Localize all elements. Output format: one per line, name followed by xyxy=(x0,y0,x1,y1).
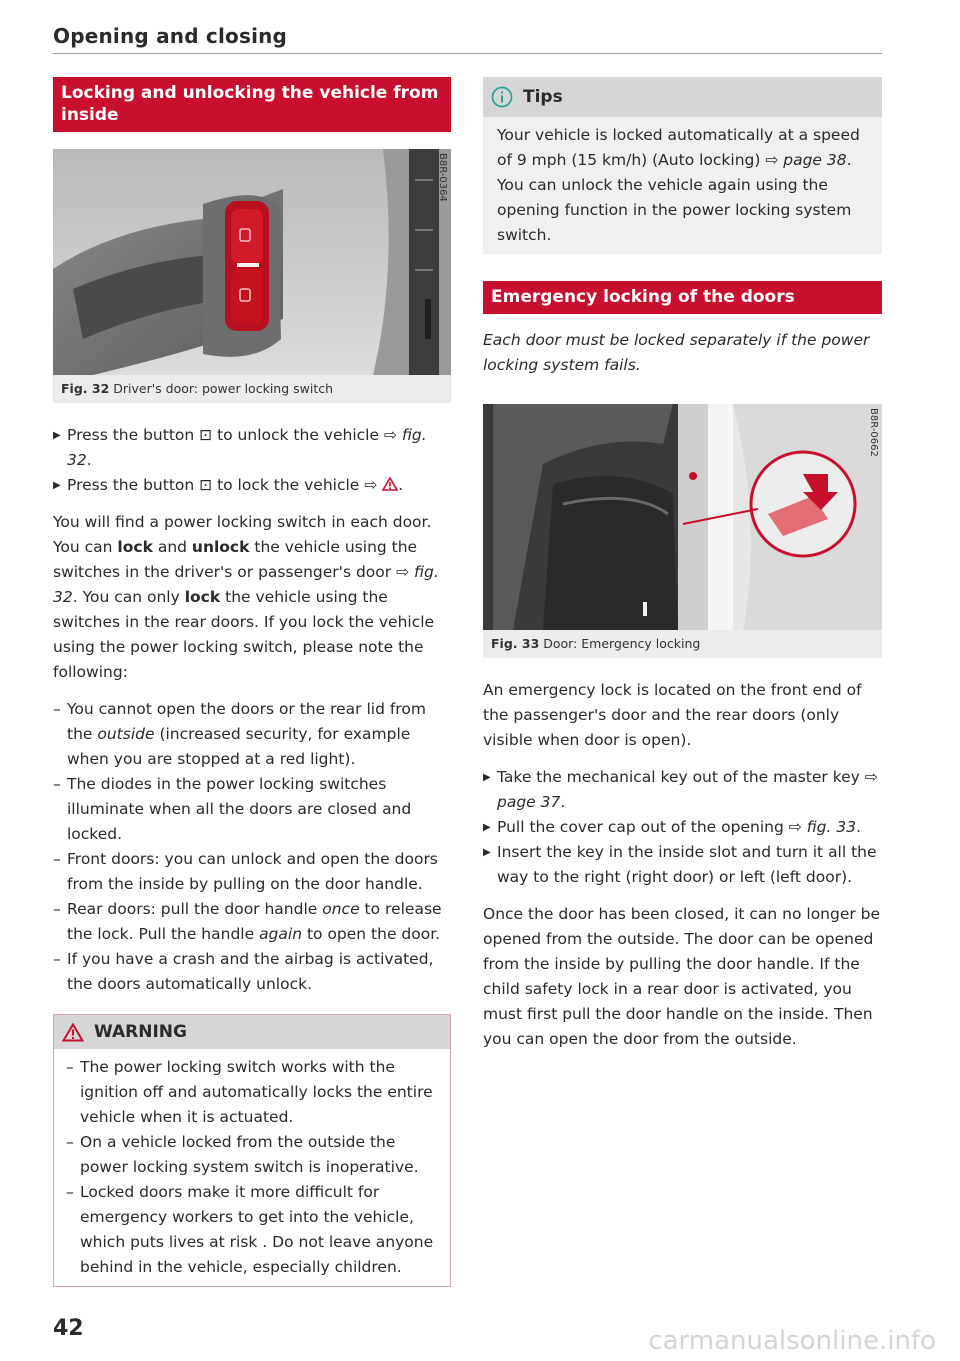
warning-header xyxy=(54,1015,450,1049)
section-title-locking: Locking and unlocking the vehicle from inside xyxy=(53,77,451,132)
figure-33-label: Fig. 33 xyxy=(491,636,540,651)
tips-title: Tips xyxy=(523,87,563,107)
bullet-text: to lock the vehicle xyxy=(212,476,365,494)
figure-33 xyxy=(483,404,882,658)
list-item: – You cannot open the doors or the rear lid from the outside (increased security, for example when you are stopped at a red light). xyxy=(53,700,426,768)
list-item: – If you have a crash and the airbag is activated, the doors automatically unlock. xyxy=(53,950,434,993)
figure-32 xyxy=(53,149,451,403)
paragraph-power-locking: You will find a power locking switch in each door. You can lock and unlock the vehicle using the switches in the driver's or passenger's door ⇨ fig. 32. You can only lock the vehicle using the switches in the rear doors. If you lock the vehicle using the power locking switch, please note the following: xyxy=(53,513,439,681)
bullet-text: to unlock the vehicle xyxy=(212,426,384,444)
figure-32-caption-text: Driver's door: power locking switch xyxy=(109,381,334,396)
bullet-triangle-icon: ▶ xyxy=(483,847,491,858)
bullet-lock xyxy=(53,473,451,498)
warning-body xyxy=(54,1049,450,1286)
emergency-lock-illustration xyxy=(483,404,882,630)
warning-triangle-icon xyxy=(62,1023,84,1042)
figure-32-caption xyxy=(53,375,451,403)
page-reference[interactable]: ⇨ page 37 xyxy=(497,768,878,811)
paragraph-door-closed: Once the door has been closed, it can no longer be opened from the outside. The door can be opened from the inside by pulling the door handle. If the child safety lock in a rear door is activated, you must first pull the door handle on the inside. Then you can open the door from the outside. xyxy=(483,905,881,1048)
paragraph-emergency-lock: An emergency lock is located on the front end of the passenger's door and the rear doors (only visible when door is open). xyxy=(483,681,862,749)
warning-triangle-icon xyxy=(382,477,398,491)
fig-reference[interactable]: ⇨ fig. 32 xyxy=(67,426,427,469)
list-item: – Locked doors make it more difficult for emergency workers to get into the vehicle, which puts lives at risk . Do not leave anyone behind in the vehicle, especially children. xyxy=(66,1183,434,1276)
figure-32-label: Fig. 32 xyxy=(61,381,110,396)
fig-reference[interactable]: ⇨ fig. 32 xyxy=(53,563,439,606)
right-column xyxy=(483,77,882,1052)
warning-title: WARNING xyxy=(94,1022,187,1042)
list-item: – On a vehicle locked from the outside the power locking system switch is inoperative. xyxy=(66,1133,419,1176)
bullet-triangle-icon: ▶ xyxy=(483,772,491,783)
header-rule xyxy=(53,53,882,54)
bullet-unlock xyxy=(53,423,451,473)
page-reference[interactable]: ⇨ page 38 xyxy=(765,151,847,169)
list-item: – The power locking switch works with the ignition off and automatically locks the entire vehicle when it is actuated. xyxy=(66,1058,433,1126)
bullet-text: Press the button xyxy=(67,476,200,494)
bullet-triangle-icon: ▶ xyxy=(53,430,61,441)
lock-button-icon: ⊡ xyxy=(199,476,213,494)
tips-header xyxy=(483,77,882,117)
left-column xyxy=(53,77,451,1287)
running-header: Opening and closing xyxy=(53,24,288,48)
list-item: – Rear doors: pull the door handle once to release the lock. Pull the handle again to open the door. xyxy=(53,900,442,943)
bullet-triangle-icon: ▶ xyxy=(483,822,491,833)
figure-33-caption xyxy=(483,630,882,658)
watermark: carmanualsonline.info xyxy=(648,1326,936,1356)
figure-code: B8R-0662 xyxy=(868,408,879,457)
bullet-take-key: ▶ Take the mechanical key out of the master key ⇨ page 37. xyxy=(483,765,882,815)
tips-body xyxy=(483,117,882,254)
section-title-emergency: Emergency locking of the doors xyxy=(483,281,882,314)
warning-reference[interactable]: ⇨ xyxy=(364,476,383,494)
door-switch-illustration xyxy=(53,149,451,375)
fig-reference[interactable]: ⇨ fig. 33 xyxy=(788,818,857,836)
bullet-insert-key: ▶ Insert the key in the inside slot and turn it all the way to the right (right door) or left (left door). xyxy=(483,840,882,890)
tips-box xyxy=(483,77,882,254)
figure-code: B8R-0364 xyxy=(437,153,448,202)
tips-text: Your vehicle is locked automatically at a speed of 9 mph (15 km/h) (Auto locking) ⇨ page 38. You can unlock the vehicle again using the opening function in the power locking system switch. xyxy=(497,126,860,244)
bullet-pull-cap: ▶ Pull the cover cap out of the opening ⇨ fig. 33. xyxy=(483,815,882,840)
list-item: – Front doors: you can unlock and open the doors from the inside by pulling on the door handle. xyxy=(53,850,438,893)
bullet-text: Press the button xyxy=(67,426,200,444)
info-circle-icon xyxy=(491,86,513,108)
bullet-triangle-icon: ▶ xyxy=(53,480,61,491)
list-item: – The diodes in the power locking switches illuminate when all the doors are closed and locked. xyxy=(53,775,412,843)
page-number: 42 xyxy=(53,1316,84,1341)
figure-33-caption-text: Door: Emergency locking xyxy=(539,636,701,651)
warning-box xyxy=(53,1014,451,1287)
bullet-end: . xyxy=(398,476,404,494)
lock-button-icon: ⊡ xyxy=(199,426,213,444)
bullet-end: . xyxy=(86,451,92,469)
lead-paragraph: Each door must be locked separately if the power locking system fails. xyxy=(483,331,870,374)
